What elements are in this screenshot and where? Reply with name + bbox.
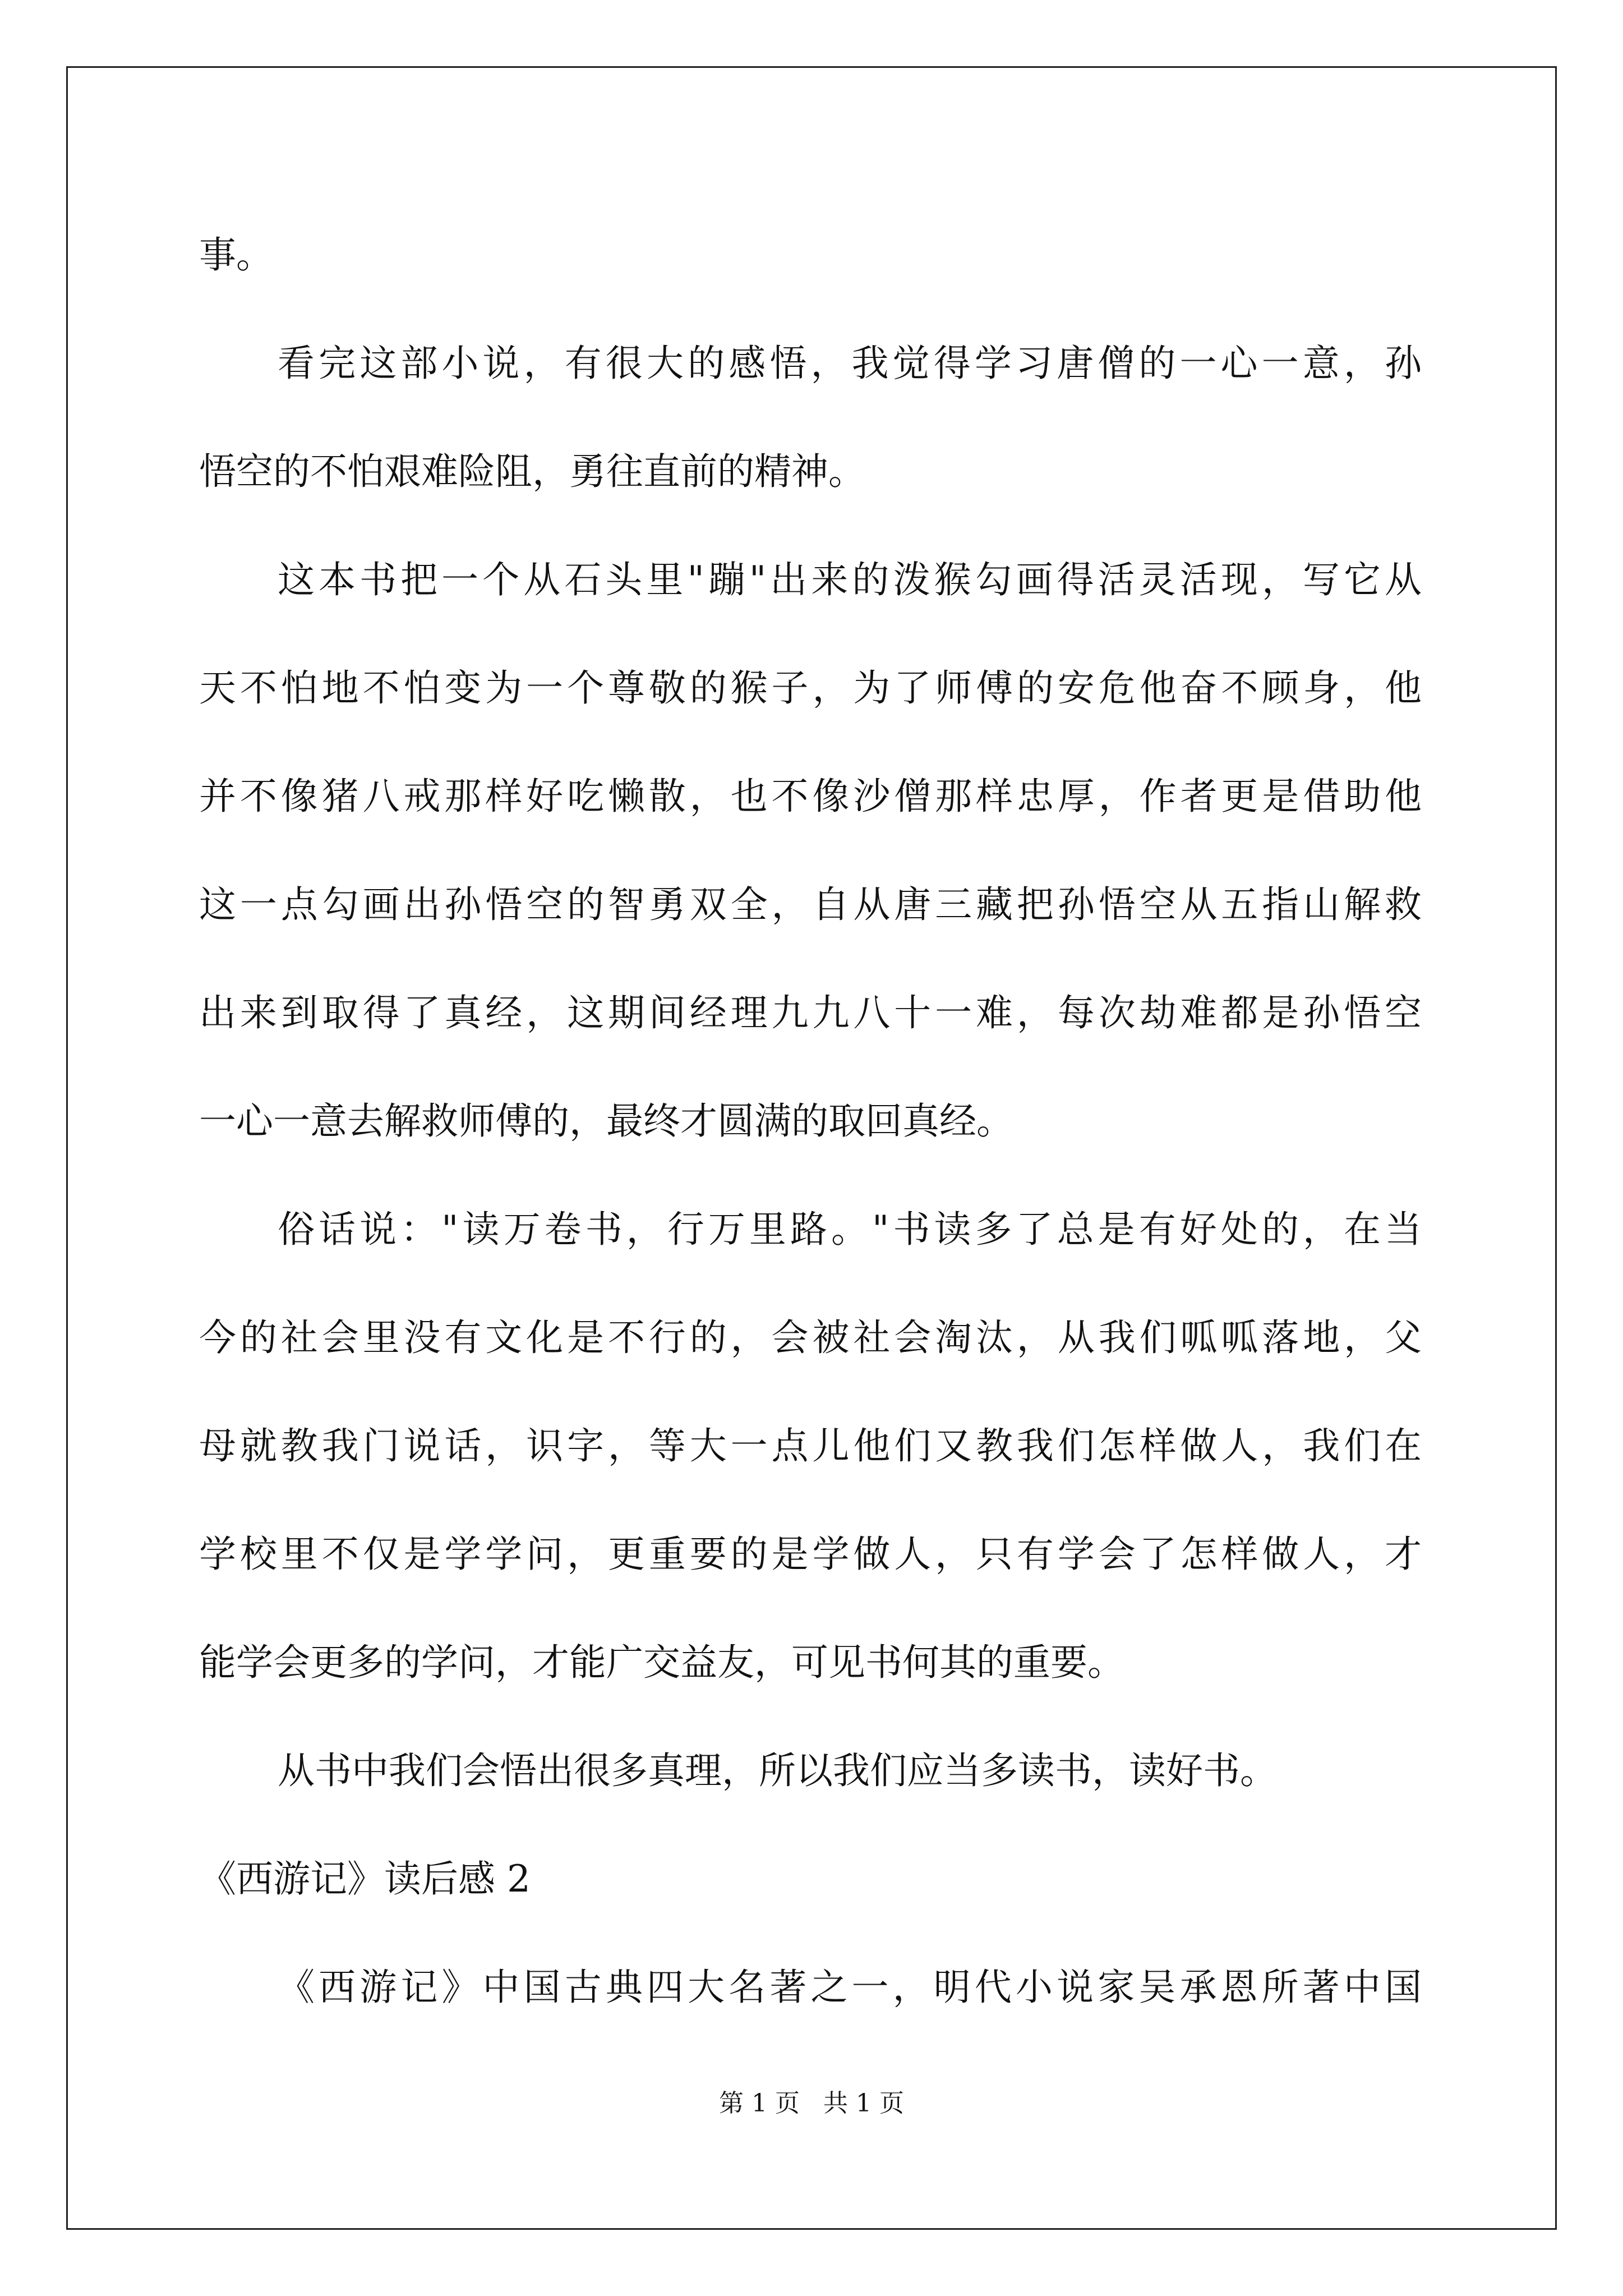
- paragraph-line: 从书中我们会悟出很多真理，所以我们应当多读书，读好书。: [278, 1749, 1277, 1792]
- paragraph-line: 看完这部小说，有很大的感悟，我觉得学习唐僧的一心一意，孙: [278, 342, 1422, 385]
- text-line: 母就教我门说话，识字，等大一点儿他们又教我们怎样做人，我们在: [199, 1424, 1422, 1467]
- page-footer: 第 1 页 共 1 页: [719, 2089, 904, 2118]
- text-line: 今的社会里没有文化是不行的，会被社会淘汰，从我们呱呱落地，父: [199, 1316, 1422, 1359]
- text-line: 能学会更多的学问，才能广交益友，可见书何其的重要。: [199, 1641, 1124, 1684]
- text-line: 并不像猪八戒那样好吃懒散，也不像沙僧那样忠厚，作者更是借助他: [199, 775, 1422, 818]
- section-heading: 《西游记》读后感 2: [199, 1857, 531, 1901]
- paragraph-line: 俗话说："读万卷书，行万里路。"书读多了总是有好处的，在当: [278, 1208, 1422, 1251]
- paragraph-line: 《西游记》中国古典四大名著之一，明代小说家吴承恩所著中国: [278, 1966, 1422, 2009]
- text-line: 学校里不仅是学学问，更重要的是学做人，只有学会了怎样做人，才: [199, 1533, 1422, 1576]
- text-line: 这一点勾画出孙悟空的智勇双全，自从唐三藏把孙悟空从五指山解救: [199, 883, 1422, 926]
- text-line: 悟空的不怕艰难险阻，勇往直前的精神。: [199, 450, 865, 493]
- text-line: 出来到取得了真经，这期间经理九九八十一难，每次劫难都是孙悟空: [199, 991, 1422, 1034]
- paragraph-line: 这本书把一个从石头里"蹦"出来的泼猴勾画得活灵活现，写它从: [278, 558, 1422, 601]
- text-line: 天不怕地不怕变为一个尊敬的猴子，为了师傅的安危他奋不顾身，他: [199, 666, 1422, 710]
- text-line: 一心一意去解救师傅的，最终才圆满的取回真经。: [199, 1099, 1013, 1143]
- text-line: 事。: [199, 233, 273, 277]
